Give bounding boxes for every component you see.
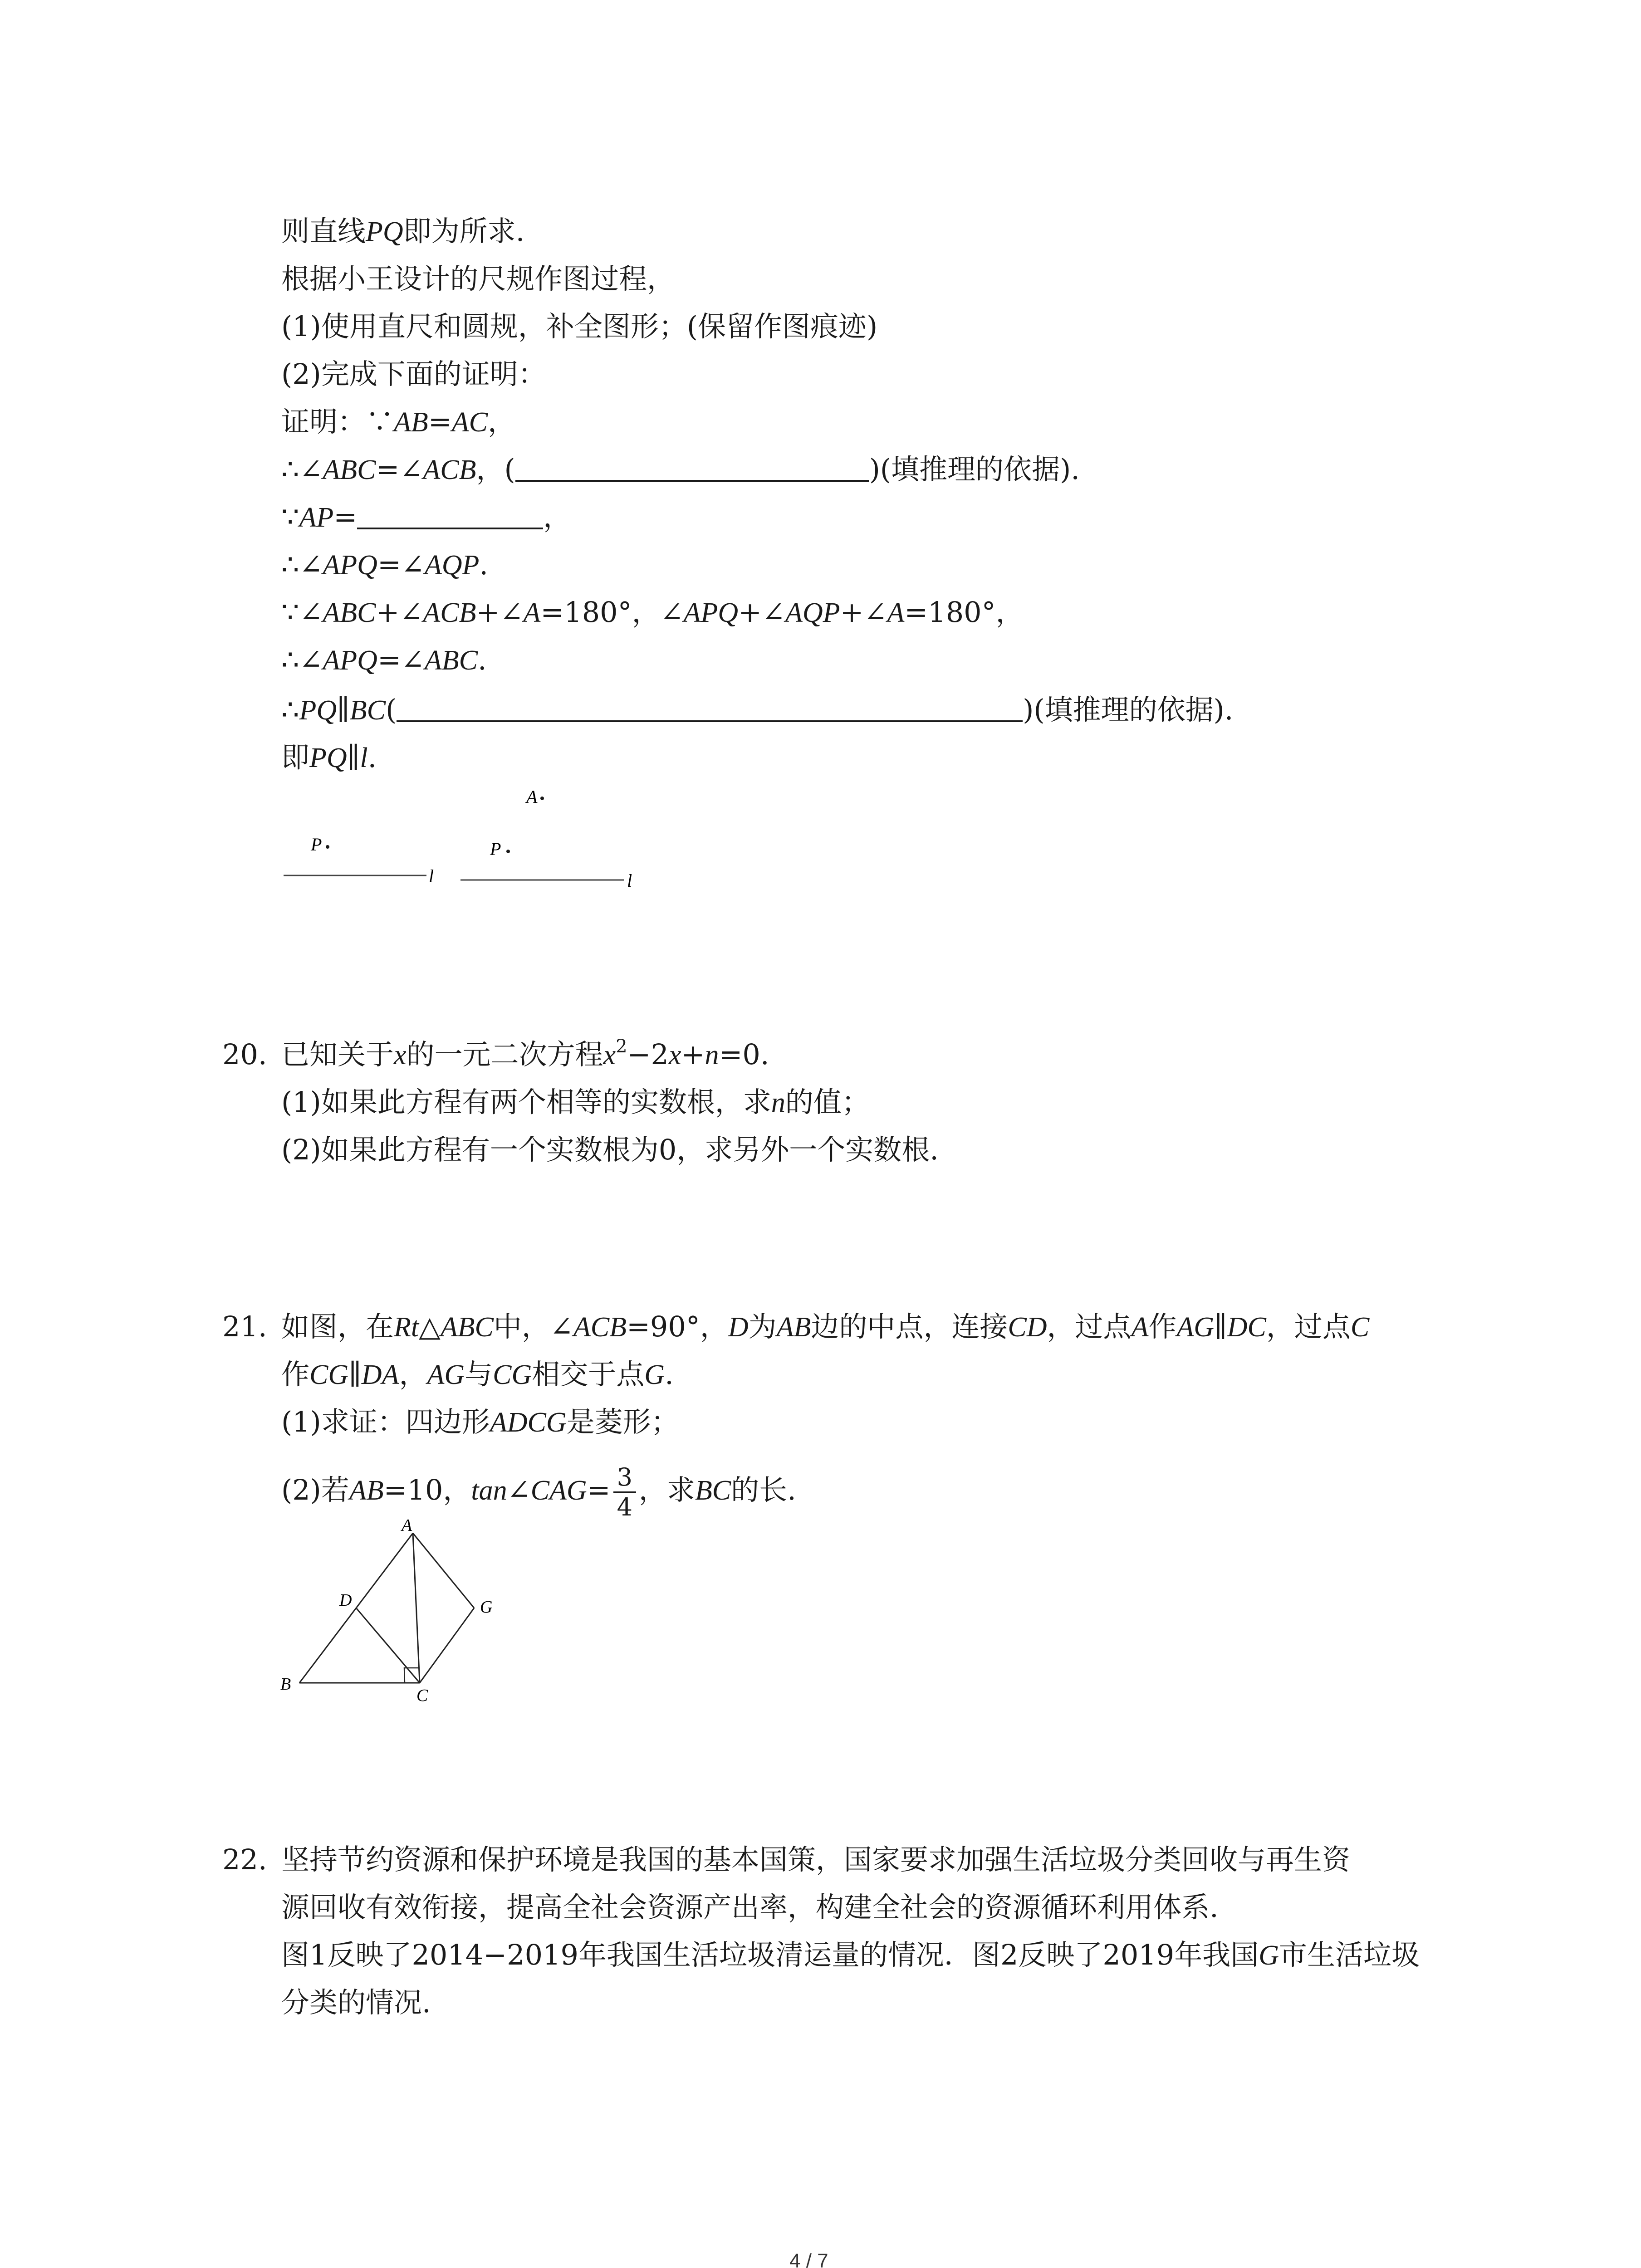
q21-line-2: 作CG∥DA，AG与CG相交于点G.	[281, 1358, 674, 1391]
q21-line-3: (1)求证：四边形ADCG是菱形；	[281, 1405, 679, 1438]
q20-line-3: (2)如果此方程有一个实数根为0，求另外一个实数根.	[281, 1133, 939, 1166]
figure-19	[272, 771, 681, 907]
q20-line-2: (1)如果此方程有两个相等的实数根，求n的值；	[281, 1085, 870, 1119]
proof-step-3: ∵AP= ，	[281, 500, 572, 533]
q22-line-3: 图1反映了2014−2019年我国生活垃圾清运量的情况．图2反映了2019年我国G市生活垃圾	[281, 1938, 1420, 1971]
q22-number: 22.	[222, 1843, 267, 1876]
segment-ag	[413, 1533, 474, 1608]
label-b: B	[280, 1675, 291, 1694]
page-number: 4 / 7	[789, 2250, 828, 2268]
q21-line-4: (2)若AB=10，tan∠CAG= $\frac{3}{4}$ ，求BC的长.	[281, 1462, 796, 1521]
point-p-right	[506, 850, 510, 853]
q21-number: 21.	[222, 1310, 267, 1343]
intro-line-1: 则直线PQ即为所求.	[281, 215, 525, 248]
proof-step-1: 证明：∵AB=AC，	[281, 405, 516, 438]
point-p-left	[326, 845, 329, 849]
q20-line-1: 20. 已知关于x的一元二次方程$x^2-2x+n=0$.	[222, 1036, 769, 1073]
intro-line-3: (1)使用直尺和圆规，补全图形；(保留作图痕迹)	[281, 310, 878, 343]
proof-step-6: ∴∠APQ=∠ABC.	[281, 643, 487, 676]
proof-step-7: ∴PQ∥BC( )(填推理的依据).	[281, 693, 1234, 726]
figure-21	[272, 1520, 508, 1710]
q22-line-2: 源回收有效衔接，提高全社会资源产出率，构建全社会的资源循环利用体系.	[281, 1891, 1219, 1924]
segment-ac	[413, 1533, 420, 1683]
label-d: D	[339, 1591, 352, 1610]
intro-line-4: (2)完成下面的证明：	[281, 357, 546, 391]
fraction-three-quarters: $\frac{3}{4}$	[613, 1463, 636, 1521]
q22-line-4: 分类的情况.	[281, 1986, 431, 2019]
q21-line-1: 21. 如图，在Rt△ABC中，∠ACB=90°，D为AB边的中点，连接CD，过点A作AG∥DC，过点C	[222, 1309, 1369, 1345]
proof-step-8: 即PQ∥l.	[281, 741, 377, 774]
segment-gc	[420, 1608, 474, 1683]
answer-blank-reason-1[interactable]	[515, 453, 869, 482]
label-l-right: l	[627, 870, 632, 891]
q20-number: 20.	[222, 1038, 267, 1071]
label-a: A	[526, 787, 538, 807]
label-p-left: P	[311, 834, 322, 855]
q22-line-1: 22. 坚持节约资源和保护环境是我国的基本国策，国家要求加强生活垃圾分类回收与再生资	[222, 1842, 1350, 1878]
label-l-left: l	[429, 866, 434, 886]
proof-step-2: ∴∠ABC=∠ACB，( )(填推理的依据).	[281, 453, 1080, 486]
segment-dc	[356, 1608, 420, 1683]
answer-blank-ap[interactable]	[357, 500, 543, 529]
proof-step-5: ∵∠ABC+∠ACB+∠A=180°，∠APQ+∠AQP+∠A=180°，	[281, 596, 1024, 629]
proof-step-4: ∴∠APQ=∠AQP.	[281, 548, 489, 581]
point-a	[540, 797, 544, 800]
label-a: A	[402, 1520, 412, 1535]
intro-line-2: 根据小王设计的尺规作图过程，	[281, 262, 676, 295]
label-c: C	[416, 1686, 428, 1705]
label-g: G	[480, 1598, 493, 1617]
label-p-right: P	[490, 839, 501, 859]
answer-blank-reason-2[interactable]	[397, 693, 1023, 722]
